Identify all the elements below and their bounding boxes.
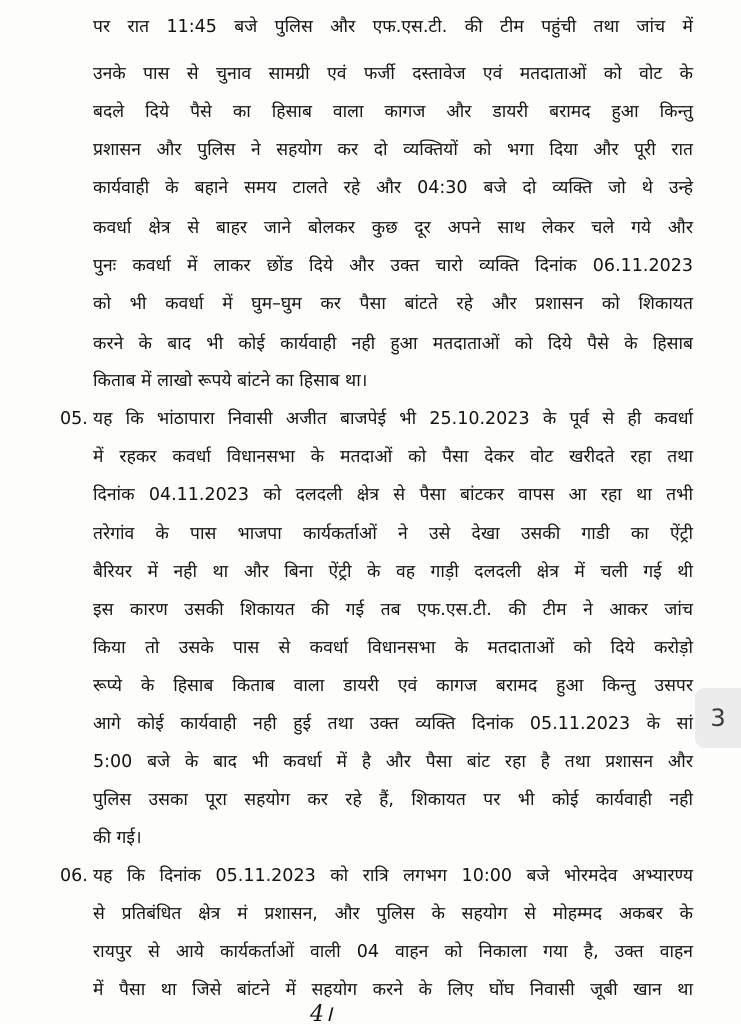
text-line: बदले दिये पैसे का हिसाब वाला कागज और डायरी बरामद हुआ किन्तु <box>93 102 693 122</box>
text-line: की गई। <box>93 828 142 848</box>
paragraph-number: 06. <box>60 866 88 886</box>
text-line: प्रशासन और पुलिस ने सहयोग कर दो व्यक्तियों को भगा दिया और पूरी रात <box>93 140 693 160</box>
text-line: दिनांक 04.11.2023 को दलदली क्षेत्र से पैसा बांटकर वापस आ रहा था तभी <box>93 485 693 505</box>
text-line: पुनः कवर्धा में लाकर छोंड दिये और उक्त चारो व्यक्ति दिनांक 06.11.2023 <box>93 256 693 276</box>
text-line: पुलिस उसका पूरा सहयोग कर रहे हैं, शिकायत पर भी कोई कार्यवाही नही <box>93 790 693 810</box>
text-line: उनके पास से चुनाव सामग्री एवं फर्जी दस्तावेज एवं मतदाताओं को वोट के <box>93 64 693 84</box>
text-line: को भी कवर्धा में घुम–घुम कर पैसा बांटते रहे और प्रशासन को शिकायत <box>93 294 693 314</box>
text-line: तरेगांव के पास भाजपा कार्यकर्ताओं ने उसे देखा उसकी गाडी का ऐंट्री <box>93 524 693 544</box>
text-line: आगे कोई कार्यवाही नही हुई तथा उक्त व्यक्ति दिनांक 05.11.2023 के सां <box>93 714 693 734</box>
text-line: कार्यवाही के बहाने समय टालते रहे और 04:30 बजे दो व्यक्ति जो थे उन्हे <box>93 178 693 198</box>
text-line: से प्रतिबंधित क्षेत्र मं प्रशासन, और पुलिस के सहयोग से मोहम्मद अकबर के <box>93 904 693 924</box>
text-line: में पैसा था जिसे बांटने में सहयोग करने के लिए घोंघ निवासी जूबी खान था <box>93 980 693 1000</box>
text-line: यह कि भांठापारा निवासी अजीत बाजपेई भी 25.10.2023 के पूर्व से ही कवर्धा <box>93 409 693 429</box>
text-line: 5:00 बजे के बाद भी कवर्धा में है और पैसा बांट रहा है तथा प्रशासन और <box>93 752 693 772</box>
text-line: पर रात 11:45 बजे पुलिस और एफ.एस.टी. की टीम पहुंची तथा जांच में <box>93 17 693 37</box>
text-line: करने के बाद भी कोई कार्यवाही नही हुआ मतदाताओं को दिये पैसे के हिसाब <box>93 334 693 354</box>
text-line: रायपुर से आये कार्यकर्ताओं वाली 04 वाहन को निकाला गया है, उक्त वाहन <box>93 942 693 962</box>
text-line: रूप्ये के हिसाब किताब वाला डायरी एवं कागज बरामद हुआ किन्तु उसपर <box>93 676 693 696</box>
text-line: यह कि दिनांक 05.11.2023 को रात्रि लगभग 10:00 बजे भोरमदेव अभ्यारण्य <box>93 866 693 886</box>
text-line: में रहकर कवर्धा विधानसभा के मतदाओं को पैसा देकर वोट खरीदते रहा तथा <box>93 447 693 467</box>
page-number-indicator[interactable]: 3 <box>695 688 741 748</box>
text-line: किताब में लाखो रूपये बांटने का हिसाब था। <box>93 371 368 391</box>
paragraph-number: 05. <box>60 409 88 429</box>
handwritten-page-mark: 4। <box>310 1002 333 1024</box>
text-line: इस कारण उसकी शिकायत की गई तब एफ.एस.टी. की टीम ने आकर जांच <box>93 600 693 620</box>
text-line: बैरियर में नही था और बिना ऐंट्री के वह गाड़ी दलदली क्षेत्र में चली गई थी <box>93 562 693 582</box>
text-line: कवर्धा क्षेत्र से बाहर जाने बोलकर कुछ दूर अपने साथ लेकर चले गये और <box>93 218 693 238</box>
text-line: किया तो उसके पास से कवर्धा विधानसभा के मतदाताओं को दिये करोड़ो <box>93 638 693 658</box>
